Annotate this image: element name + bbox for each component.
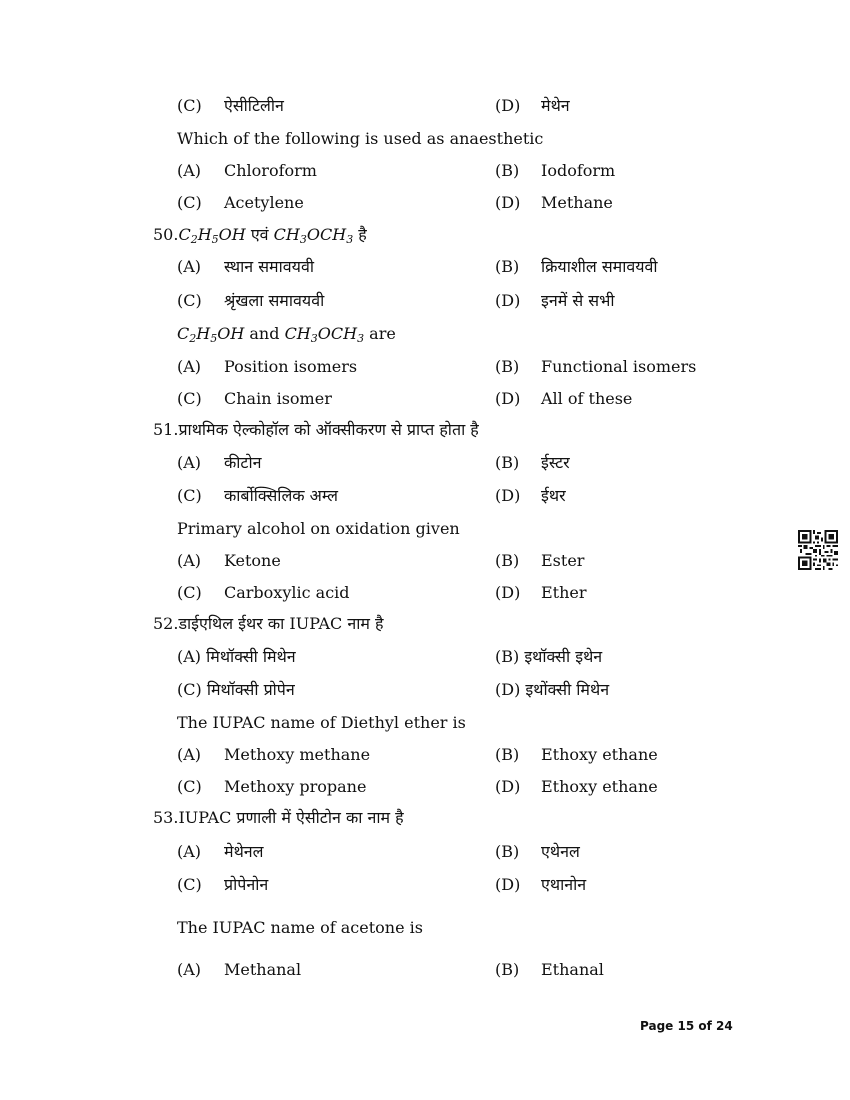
option-label: (D) [495,193,521,212]
question-word: are [369,324,396,343]
option-text: Acetylene [224,193,304,212]
option-label: (D) [495,96,521,115]
formula-part: C [178,225,191,244]
option-label: (C) [177,96,202,115]
option-label: (D) [495,291,521,310]
formula-part: OH [218,225,246,244]
formula-subscript: 2 [189,332,197,345]
option-label: (A) [177,453,202,472]
option-label: (B) [495,842,520,861]
option-label: (B) [495,257,520,276]
option-text: स्थान समावयवी [224,257,314,276]
option-label: (C) [177,291,202,310]
option-label: (B) [495,551,520,570]
option-text: Ether [541,583,587,602]
option-label: (B) [495,960,520,979]
option-text: (A) मिथॉक्सी मिथेन [177,647,296,666]
question-text: Which of the following is used as anaesthetic [177,129,544,148]
formula-c2h5oh [177,324,244,343]
option-text: Chloroform [224,161,317,180]
option-label: (C) [177,389,202,408]
option-text: Methoxy propane [224,777,367,796]
option-text: (B) इथॉक्सी इथेन [495,647,603,666]
option-text: Methoxy methane [224,745,371,764]
formula-part: H [197,225,212,244]
option-text: Methanal [224,960,302,979]
option-label: (A) [177,257,202,276]
option-text: मेथेनल [224,842,264,861]
option-label: (A) [177,745,202,764]
option-label: (C) [177,193,202,212]
question-text: Primary alcohol on oxidation given [177,519,460,538]
question-text: 51.प्राथमिक ऐल्कोहॉल को ऑक्सीकरण से प्राप्त होता है [153,420,479,439]
option-label: (A) [177,161,202,180]
option-text: क्रियाशील समावयवी [541,257,658,276]
option-label: (D) [495,583,521,602]
option-label: (B) [495,745,520,764]
formula-part: OH [217,324,245,343]
formula-subscript: 3 [310,332,318,345]
formula-part: C [177,324,190,343]
formula-subscript: 2 [190,233,198,246]
option-label: (C) [177,875,202,894]
option-label: (B) [495,357,520,376]
question-text: 53.IUPAC प्रणाली में ऐसीटोन का नाम है [153,808,404,827]
formula-subscript: 5 [210,332,218,345]
option-text: Ketone [224,551,281,570]
question-50-hindi [153,225,367,250]
formula-part: OCH [317,324,358,343]
option-text: (C) मिथॉक्सी प्रोपेन [177,680,295,699]
question-word: एवं [250,225,269,244]
question-word: है [358,225,367,244]
option-label: (D) [495,389,521,408]
option-text: Ethoxy ethane [541,777,658,796]
question-word: and [249,324,280,343]
option-text: ईथर [541,486,566,505]
option-text: प्रोपेनोन [224,875,269,894]
question-number: 50. [153,225,179,244]
formula-part: CH [273,225,300,244]
question-50-english [177,324,396,349]
option-label: (B) [495,161,520,180]
option-label: (B) [495,453,520,472]
option-text: Chain isomer [224,389,332,408]
option-text: Ester [541,551,585,570]
option-label: (A) [177,551,202,570]
option-text: Methane [541,193,613,212]
formula-part: CH [284,324,311,343]
formula-c2h5oh [178,225,245,244]
option-label: (C) [177,777,202,796]
qr-code-icon [798,530,838,570]
question-text: The IUPAC name of Diethyl ether is [177,713,466,732]
option-text: ऐसीटिलीन [224,96,284,115]
option-label: (D) [495,486,521,505]
option-text: कीटोन [224,453,262,472]
option-text: एथानोन [541,875,587,894]
formula-part: OCH [306,225,347,244]
formula-ch3och3 [285,324,365,343]
option-text: All of these [541,389,633,408]
formula-subscript: 3 [299,233,307,246]
formula-subscript: 3 [346,233,354,246]
page-number: Page 15 of 24 [640,1019,733,1033]
option-text: Position isomers [224,357,358,376]
formula-subscript: 5 [211,233,219,246]
option-text: Ethanal [541,960,604,979]
option-text: कार्बोक्सिलिक अम्ल [224,486,339,505]
question-text: The IUPAC name of acetone is [177,918,423,937]
formula-ch3och3 [274,225,354,244]
option-label: (D) [495,777,521,796]
option-text: Ethoxy ethane [541,745,658,764]
formula-subscript: 3 [357,332,365,345]
option-label: (A) [177,357,202,376]
option-label: (D) [495,875,521,894]
option-text: ईस्टर [541,453,570,472]
option-text: Carboxylic acid [224,583,350,602]
option-text: Iodoform [541,161,616,180]
option-label: (C) [177,486,202,505]
option-label: (A) [177,842,202,861]
question-text: 52.डाईएथिल ईथर का IUPAC नाम है [153,614,384,633]
option-label: (A) [177,960,202,979]
option-text: (D) इथोंक्सी मिथेन [495,680,610,699]
option-text: एथेनल [541,842,580,861]
option-label: (C) [177,583,202,602]
option-text: मेथेन [541,96,570,115]
option-text: श्रृंखला समावयवी [224,291,325,310]
formula-part: H [196,324,211,343]
option-text: Functional isomers [541,357,697,376]
option-text: इनमें से सभी [541,291,615,310]
